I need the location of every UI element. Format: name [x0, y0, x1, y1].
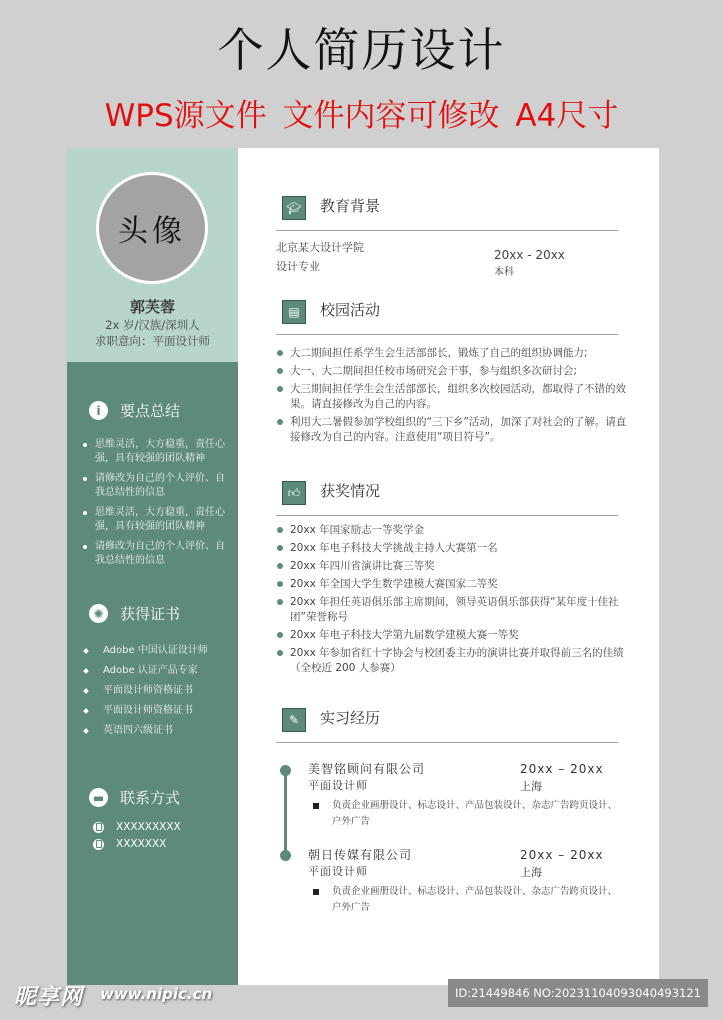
list-item: 请修改为自己的个人评价、自我总结性的信息	[81, 472, 229, 500]
job-city: 上海	[520, 780, 542, 793]
profile-panel	[67, 148, 238, 362]
campus-heading	[276, 300, 618, 335]
awards-list	[276, 523, 632, 679]
job-company: 朝日传媒有限公司	[308, 848, 413, 862]
list-item: 利用大二暑假参加学校组织的“三下乡”活动，加深了对社会的了解。请直接修改为自己的内容。注意使用“项目符号”。	[276, 415, 632, 445]
list-item: 20xx 年四川省演讲比赛三等奖	[276, 559, 632, 574]
internship-heading	[276, 708, 618, 743]
education-heading	[276, 196, 618, 231]
summary-title: 要点总结	[120, 402, 181, 420]
timeline-dot	[280, 850, 291, 861]
list-item: 20xx 年全国大学生数学建模大赛国家二等奖	[276, 577, 632, 592]
list-item: 平面设计师资格证书	[81, 704, 229, 718]
job-period: 20xx – 20xx	[520, 848, 604, 862]
job-period: 20xx – 20xx	[520, 762, 604, 776]
banner-subtitle: WPS源文件 文件内容可修改 A4尺寸	[104, 98, 619, 134]
list-item: 请修改为自己的个人评价、自我总结性的信息	[81, 540, 229, 568]
job-role: 平面设计师	[308, 779, 368, 792]
banner-title: 个人简历设计	[217, 23, 506, 77]
education-title: 教育背景	[320, 197, 381, 215]
watermark-logo: 昵享网	[14, 985, 84, 1010]
awards-title: 获奖情况	[320, 482, 381, 500]
list-item: 大三期间担任学生会生活部部长，组织多次校园活动，都取得了不错的效果。请直接修改为自己的内容。	[276, 382, 632, 412]
timeline-line	[284, 769, 287, 855]
education-degree: 本科	[494, 267, 514, 278]
profile-name: 郭芙蓉	[129, 298, 175, 316]
job-city: 上海	[520, 866, 542, 879]
watermark-url: www.nipic.cn	[100, 985, 213, 1003]
list-item: 平面设计师资格证书	[81, 684, 229, 698]
info-icon: i	[89, 401, 108, 420]
list-item: 20xx 年担任英语俱乐部主席期间，领导英语俱乐部获得“某年度十佳社团”荣誉称号	[276, 595, 632, 625]
list-item: 大二期间担任系学生会生活部部长，锻炼了自己的组织协调能力;	[276, 346, 632, 361]
list-item: 思维灵活，大方稳重，责任心强，具有较强的团队精神	[81, 506, 229, 534]
sidebar	[67, 148, 238, 985]
job-duty: 负责企业画册设计、标志设计、产品包装设计、杂志广告跨页设计、户外广告	[312, 798, 622, 830]
list-item: Adobe 认证产品专家	[81, 664, 229, 678]
list-item: 20xx 年参加省红十字协会与校团委主办的演讲比赛并取得前三名的佳绩（全校近 200 人参赛）	[276, 646, 632, 676]
list-item: 大一、大二期间担任校市场研究会干事，参与组织多次研讨会;	[276, 364, 632, 379]
contact-title: 联系方式	[120, 789, 181, 807]
document-icon: ▤	[282, 300, 306, 324]
watermark-id: ID:21449846 NO:20231104093040493121	[448, 979, 708, 1007]
contact-email	[93, 838, 166, 850]
job-role: 平面设计师	[308, 865, 368, 878]
email-value: XXXXXXX	[116, 838, 167, 850]
education-major: 设计专业	[276, 260, 320, 273]
summary-list	[81, 438, 229, 574]
timeline-dot	[280, 765, 291, 776]
list-item: 20xx 年电子科技大学第九届数学建模大赛一等奖	[276, 628, 632, 643]
certificates-title: 获得证书	[120, 605, 181, 623]
certificates-list	[81, 644, 229, 744]
profile-info: 2x 岁/汉族/深圳人	[105, 318, 200, 332]
awards-heading	[276, 481, 618, 516]
campus-list	[276, 346, 632, 448]
education-school: 北京某大设计学院	[276, 241, 364, 254]
certificates-heading	[89, 603, 180, 624]
list-item: 20xx 年国家励志一等奖学金	[276, 523, 632, 538]
contact-phone	[93, 821, 181, 833]
contact-heading	[89, 787, 180, 808]
main-content	[238, 148, 659, 985]
list-item: 思维灵活，大方稳重，责任心强，具有较强的团队精神	[81, 438, 229, 466]
resume-page	[67, 148, 659, 985]
profile-objective: 求职意向：平面设计师	[95, 334, 210, 348]
education-period: 20xx - 20xx	[494, 248, 565, 262]
list-item: 英语四六级证书	[81, 724, 229, 738]
job-duty: 负责企业画册设计、标志设计、产品包装设计、杂志广告跨页设计、户外广告	[312, 884, 622, 916]
summary-heading	[89, 400, 180, 421]
edit-icon: ✎	[282, 708, 306, 732]
gear-icon: ✺	[89, 604, 108, 623]
graduation-cap-icon: 🎓︎	[282, 196, 306, 220]
thumbs-up-icon: 👍︎	[282, 481, 306, 505]
phone-value: XXXXXXXXX	[116, 821, 181, 833]
email-icon	[93, 839, 104, 850]
avatar[interactable]: 头像	[96, 172, 208, 284]
job-company: 美智铭顾问有限公司	[308, 762, 426, 776]
list-item: Adobe 中国认证设计师	[81, 644, 229, 658]
campus-title: 校园活动	[320, 301, 381, 319]
internship-title: 实习经历	[320, 709, 381, 727]
folder-icon: ▬	[89, 788, 108, 807]
list-item: 20xx 年电子科技大学挑战主持人大赛第一名	[276, 541, 632, 556]
phone-icon	[93, 822, 104, 833]
